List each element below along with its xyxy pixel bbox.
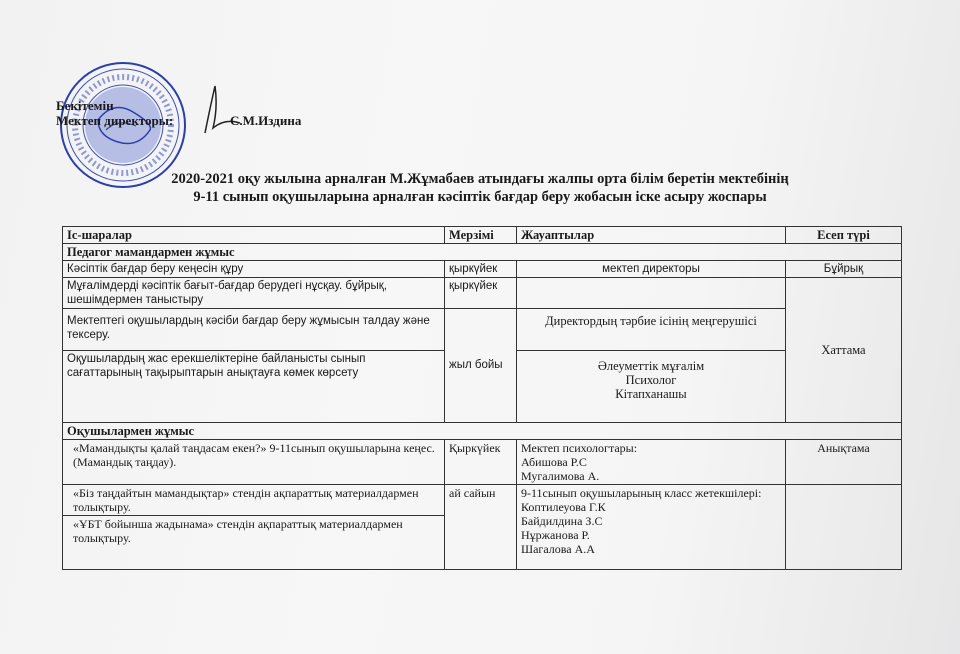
report-cell: Бұйрық bbox=[786, 261, 902, 278]
responsible-line: Байдилдина З.С bbox=[521, 514, 603, 528]
activity-cell: «Мамандықты қалай таңдасам екен?» 9-11сынып оқушыларына кеңес. (Мамандық таңдау). bbox=[63, 440, 445, 485]
responsible-line: Шагалова А.А bbox=[521, 542, 595, 556]
header-term: Мерзімі bbox=[445, 227, 517, 244]
report-cell bbox=[786, 485, 902, 570]
activity-cell: Оқушылардың жас ерекшеліктеріне байланысты сынып сағаттарының тақырыптарын анықтауға көмек көрсету bbox=[63, 351, 445, 423]
section-row bbox=[63, 423, 902, 440]
report-cell: Анықтама bbox=[786, 440, 902, 485]
responsible-cell bbox=[517, 440, 786, 485]
table-row bbox=[63, 278, 902, 309]
term-cell: Қыркүйек bbox=[445, 440, 517, 485]
table-row bbox=[63, 485, 902, 516]
director-name: С.М.Издина bbox=[230, 113, 302, 128]
responsible-cell: Директордың тәрбие ісінің меңгерушісі bbox=[517, 309, 786, 351]
table-header-row bbox=[63, 227, 902, 244]
header-activities: Іс-шаралар bbox=[63, 227, 445, 244]
table-row bbox=[63, 440, 902, 485]
responsible-line: Мектеп психологтары: bbox=[521, 441, 638, 455]
activity-cell: «Біз таңдайтын мамандықтар» стендін ақпараттық материалдармен толықтыру. bbox=[63, 485, 445, 516]
responsible-line: 9-11сынып оқушыларының класс жетекшілері: bbox=[521, 486, 762, 500]
activity-cell: Мектептегі оқушылардың кәсіби бағдар беру жұмысын талдау және тексеру. bbox=[63, 309, 445, 351]
document-title-line-2: 9-11 сынып оқушыларына арналған кәсіптік бағдар беру жобасын іске асыру жоспары bbox=[193, 189, 767, 205]
header-report-type: Есеп түрі bbox=[786, 227, 902, 244]
section-title: Оқушылармен жұмыс bbox=[63, 423, 902, 440]
section-title: Педагог мамандармен жұмыс bbox=[63, 244, 902, 261]
term-cell: ай сайын bbox=[445, 485, 517, 570]
responsible-line: Мугалимова А. bbox=[521, 469, 600, 483]
responsible-line: Нұржанова Р. bbox=[521, 528, 590, 542]
header-responsible: Жауаптылар bbox=[517, 227, 786, 244]
table-row bbox=[63, 309, 902, 351]
responsible-line: Коптилеуова Г.К bbox=[521, 500, 606, 514]
plan-table bbox=[62, 226, 902, 570]
document-title-line-1: 2020-2021 оқу жылына арналған М.Жұмабаев атындағы жалпы орта білім беретін мектебінің bbox=[171, 171, 789, 187]
director-label: Мектеп директоры: bbox=[56, 113, 174, 128]
term-cell: жыл бойы bbox=[445, 309, 517, 423]
approved-label: Бекітемін bbox=[56, 98, 114, 113]
table-row bbox=[63, 261, 902, 278]
responsible-line: Абишова Р.С bbox=[521, 455, 587, 469]
section-row bbox=[63, 244, 902, 261]
term-cell: қыркүйек bbox=[445, 278, 517, 309]
responsible-line: Психолог bbox=[625, 373, 677, 387]
activity-cell: «ҰБТ бойынша жадынама» стендін ақпараттық материалдармен толықтыру. bbox=[63, 516, 445, 570]
responsible-cell bbox=[517, 278, 786, 309]
activity-cell: Мұғалімдерді кәсіптік бағыт-бағдар берудегі нұсқау. бұйрық, шешімдермен таныстыру bbox=[63, 278, 445, 309]
responsible-cell bbox=[517, 485, 786, 570]
term-cell: қыркүйек bbox=[445, 261, 517, 278]
responsible-line: Әлеуметтік мұғалім bbox=[597, 359, 705, 373]
responsible-cell: мектеп директоры bbox=[517, 261, 786, 278]
responsible-cell bbox=[517, 351, 786, 423]
activity-cell: Кәсіптік бағдар беру кеңесін құру bbox=[63, 261, 445, 278]
approval-block bbox=[56, 98, 173, 128]
responsible-line: Кітапханашы bbox=[615, 387, 687, 401]
director-signature bbox=[185, 78, 245, 138]
report-cell: Хаттама bbox=[786, 278, 902, 423]
